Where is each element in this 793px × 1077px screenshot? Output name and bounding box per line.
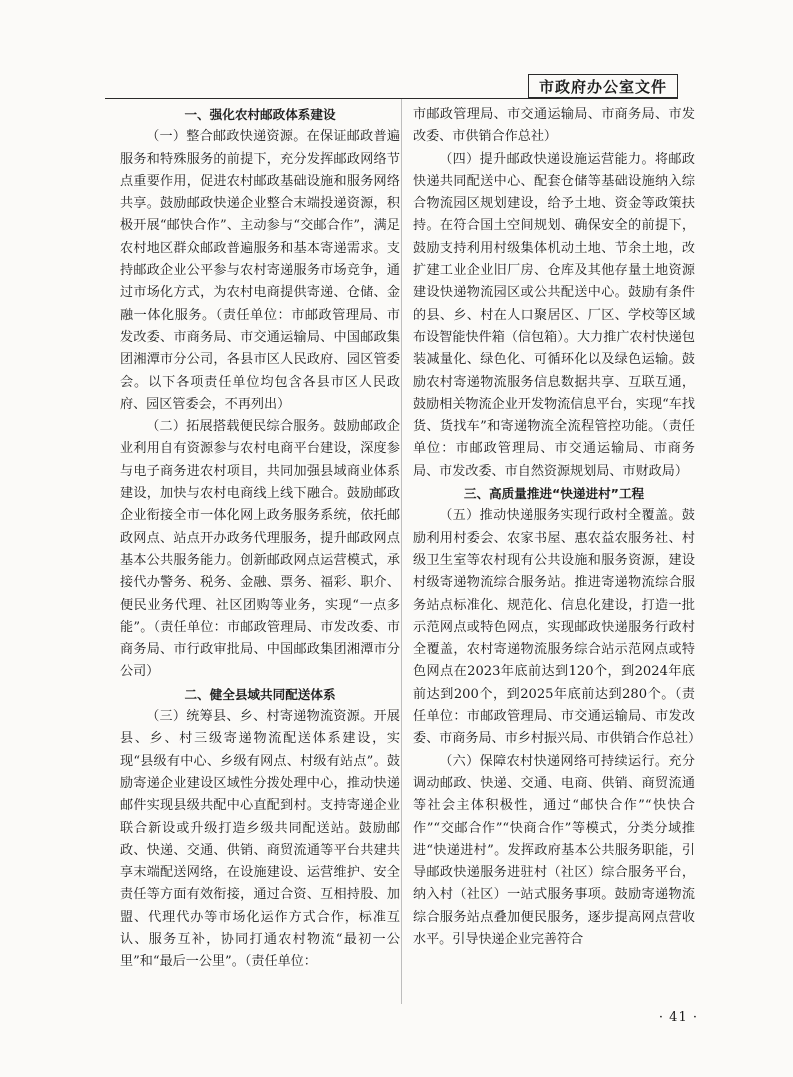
- column-divider: [401, 99, 402, 1004]
- section-title-2: 二、健全县域共同配送体系: [184, 686, 336, 702]
- paragraph-3: （三）统筹县、乡、村寄递物流资源。开展县、乡、村三级寄递物流配送体系建设，实现“县级有中心、乡级有网点、村级有站点”。鼓励寄递企业建设区域性分拨处理中心，推动快递邮件实现县级共配中心直配到村。支持寄递企业联合新设或升级打造乡级共同配送站。鼓励邮政、快递、交通、供销、商贸流通等平台共建共享末端配送网络，在设施建设、运营维护、安全责任等方面有效衔接，通过合资、互相持股、加盟、代理代办等市场化运作方式合作，标准互认、服务互补，协同打通农村物流“最初一公里”和“最后一公里”。（责任单位：: [120, 709, 400, 970]
- page-number: · 41 ·: [658, 1010, 698, 1025]
- paragraph-2: （二）拓展搭载便民综合服务。鼓励邮政企业利用自有资源参与农村电商平台建设，深度参与电子商务进农村项目，共同加强县域商业体系建设，加快与农村电商线上线下融合。鼓励邮政企业衔接全市一体化网上政务服务系统，依托邮政网点、站点开办政务代理服务，提升邮政网点基本公共服务能力。创新邮政网点运营模式，承接代办警务、税务、金融、票务、福彩、职介、便民业务代理、社区团购等业务，实现“一点多能”。（责任单位：市邮政管理局、市发改委、市商务局、市行政审批局、中国邮政集团湘潭市分公司）: [120, 419, 400, 680]
- header-label: 市政府办公室文件: [528, 74, 678, 98]
- page-header: [0, 0, 793, 110]
- paragraph-3-continued: 市邮政管理局、市交通运输局、市商务局、市发改委、市供销合作总社）: [413, 107, 695, 145]
- header-rule: [105, 98, 678, 99]
- paragraph-5: （五）推动快递服务实现行政村全覆盖。鼓励利用村委会、农家书屋、惠农益农服务社、村级卫生室等农村现有公共设施和服务资源，建设村级寄递物流综合服务站。推进寄递物流综合服务站点标准化、规范化、信息化建设，打造一批示范网点或特色网点，实现邮政快递服务行政村全覆盖，农村寄递物流服务综合站示范网点或特色网点在2023年底前达到120个，到2024年底前达到200个，到2025年底前达到280个。（责任单位：市邮政管理局、市交通运输局、市发改委、市商务局、市乡村振兴局、市供销合作总社）: [413, 508, 702, 747]
- paragraph-4: （四）提升邮政快递设施运营能力。将邮政快递共同配送中心、配套仓储等基础设施纳入综合物流园区规划建设，给予土地、资金等政策扶持。在符合国土空间规划、确保安全的前提下，鼓励支持利用村级集体机动土地、节余土地，改扩建工业企业旧厂房、仓库及其他存量土地资源建设快递物流园区或公共配送中心。鼓励有条件的县、乡、村在人口聚居区、厂区、学校等区域布设智能快件箱（信包箱）。大力推广农村快递包装减量化、绿色化、可循环化以及绿色运输。鼓励农村寄递物流服务信息数据共享、互联互通，鼓励相关物流企业开发物流信息平台，实现“车找货、货找车”和寄递物流全流程管控功能。（责任单位：市邮政管理局、市交通运输局、市商务局、市发改委、市自然资源规划局、市财政局）: [413, 151, 695, 479]
- paragraph-6: （六）保障农村快递网络可持续运行。充分调动邮政、快递、交通、电商、供销、商贸流通等社会主体积极性，通过“邮快合作”“快快合作”“交邮合作”“快商合作”等模式，分类分域推进“快递进村”。发挥政府基本公共服务职能，引导邮政快递服务进驻村（社区）综合服务平台，纳入村（社区）一站式服务事项。鼓励寄递物流综合服务站点叠加便民服务，逐步提高网点营收水平。引导快递企业完善符合: [413, 753, 695, 947]
- left-column: [120, 104, 400, 974]
- paragraph-1: （一）整合邮政快递资源。在保证邮政普遍服务和特殊服务的前提下，充分发挥邮政网络节点重要作用，促进农村邮政基础设施和服务网络共享。鼓励邮政快递企业整合末端投递资源，积极开展“邮快合作”、主动参与“交邮合作”，满足农村地区群众邮政普遍服务和基本寄递需求。支持邮政企业公平参与农村寄递服务市场竞争，通过市场化方式，为农村电商提供寄递、仓储、金融一体化服务。（责任单位：市邮政管理局、市发改委、市商务局、市交通运输局、中国邮政集团湘潭市分公司，各县市区人民政府、园区管委会。以下各项责任单位均包含各县市区人民政府、园区管委会，不再列出）: [120, 129, 400, 412]
- section-title-3: 三、高质量推进“快递进村”工程: [463, 486, 645, 502]
- right-column: [413, 104, 702, 951]
- section-title-1: 一、强化农村邮政体系建设: [184, 107, 336, 122]
